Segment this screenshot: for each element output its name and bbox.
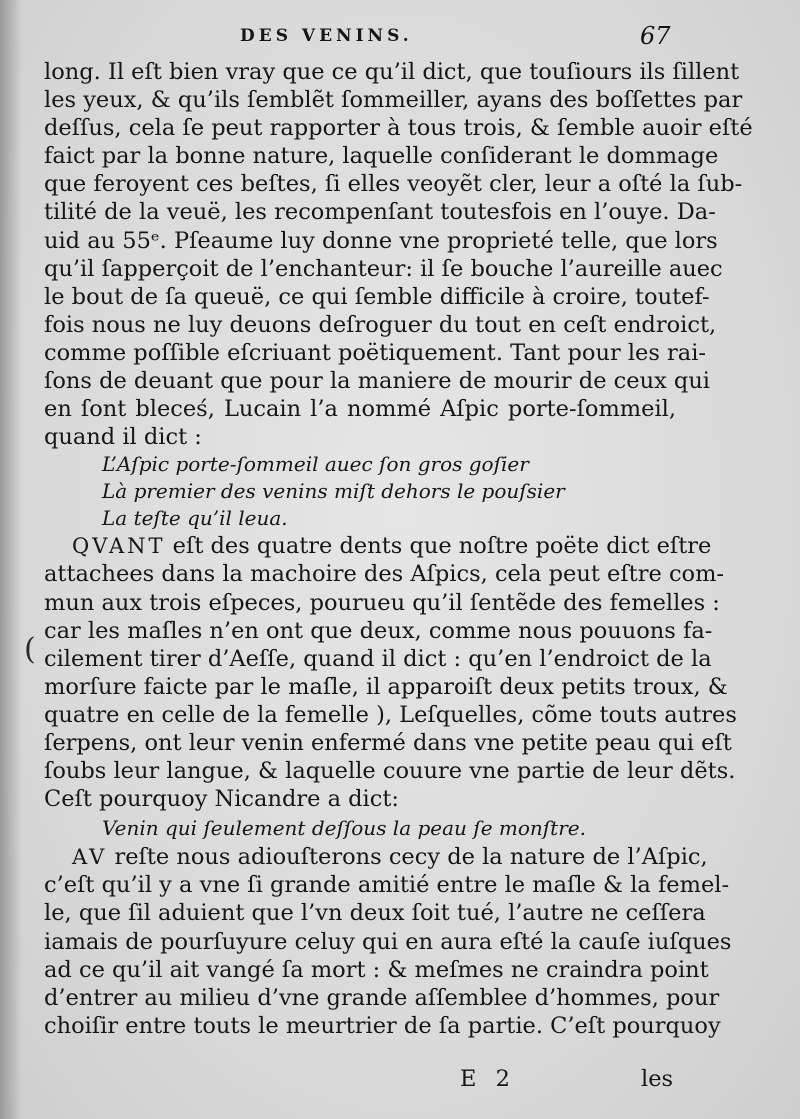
text-line: ſons de deuant que pour la maniere de mourir de ceux qui (44, 368, 711, 395)
text-line: faict par la bonne nature, laquelle conſiderant le dommage (44, 143, 719, 170)
page-number: 67 (640, 22, 671, 50)
text-span: reſte nous adiouſterons cecy de la nature de l’Aſpic, (114, 844, 708, 871)
margin-bracket-mark: ( (24, 632, 36, 667)
text-line: que feroyent ces beſtes, ſi elles veoyẽt cler, leur a oſté la ſub- (44, 171, 743, 198)
paragraph-1 (44, 58, 753, 451)
verse-quote-nicandre: Venin qui ſeulement deſſous la peau ſe monſtre. (102, 816, 586, 841)
text-line: long. Il eſt bien vray que ce qu’il dict, que touſiours ils ſillent (44, 59, 740, 85)
body-text (44, 58, 753, 1040)
text-line: le bout de ſa queuë, ce qui ſemble difficile à croire, toutef- (44, 283, 710, 310)
running-head: DES VENINS. (240, 26, 413, 46)
verse-quote-lucain (44, 451, 676, 532)
text-line: iamais de pourſuyure celuy qui en aura eſté la cauſe iuſques (44, 928, 732, 955)
text-line: ad ce qu’il ait vangé ſa mort : & meſmes ne craindra point (44, 956, 709, 983)
text-span: eſt des quatre dents que noſtre poëte dict eſtre (172, 533, 712, 560)
text-line: d’entrer au milieu d’vne grande aſſemblee d’hommes, pour (44, 984, 720, 1011)
text-line: quatre en celle de la femelle ), Leſquelles, cõme touts autres (44, 701, 737, 728)
text-line: comme poſſible eſcriuant poëtiquement. Tant pour les rai- (44, 339, 707, 366)
text-line: deſſus, cela ſe peut rapporter à tous trois, & ſemble auoir eſté (44, 115, 753, 142)
verse-line: Là premier des venins miſt dehors le pouſsier (102, 479, 565, 504)
text-line: ſerpens, ont leur venin enfermé dans vne petite peau qui eſt (44, 729, 732, 756)
signature-mark: E 2 (460, 1066, 516, 1092)
text-line: uid au 55ᵉ. Pſeaume luy donne vne proprieté telle, que lors (44, 227, 718, 254)
text-line: attachees dans la machoire des Aſpics, cela peut eſtre com- (44, 561, 725, 588)
text-line (44, 532, 712, 560)
text-line: choiſir entre touts le meurtrier de ſa partie. C’eſt pourquoy (44, 1012, 721, 1039)
text-line (44, 843, 708, 871)
catchword: les (641, 1066, 674, 1092)
verse-line: La teſte qu’il leua. (102, 506, 288, 531)
text-line: les yeux, & qu’ils ſemblẽt ſommeiller, ayans des boſſettes par (44, 87, 743, 114)
text-line: fois nous ne luy deuons deſroguer du tout en ceſt endroict, (44, 311, 717, 338)
verse-line: L’Aſpic porte-ſommeil auec ſon gros goſier (102, 452, 529, 477)
text-line: ſoubs leur langue, & laquelle couure vne partie de leur dẽts. (44, 758, 736, 785)
lead-word: QVANT (72, 534, 166, 559)
paragraph-3 (44, 843, 732, 1040)
text-line: quand il dict : (44, 424, 202, 451)
text-line: c’eſt qu’il y a vne ſi grande amitié entre le maſle & la femel- (44, 872, 730, 899)
text-line: en ſont bleceś, Lucain l’a nommé Aſpic porte-ſommeil, (44, 396, 676, 423)
text-line: car les maſles n’en ont que deux, comme nous pouuons fa- (44, 617, 713, 644)
text-line: morſure faicte par le maſle, il apparoiſt deux petits troux, & (44, 673, 728, 700)
text-line: tilité de la veuë, les recompenſant toutesfois en l’ouye. Da- (44, 199, 716, 226)
text-line: Ceſt pourquoy Nicandre a dict: (44, 786, 399, 813)
gutter-shadow (0, 0, 22, 1119)
lead-word: AV (72, 845, 108, 870)
paragraph-2 (44, 532, 737, 813)
text-line: qu’il ſapperçoit de l’enchanteur: il ſe bouche l’aureille auec (44, 255, 723, 282)
text-line: le, que ſil aduient que l’vn deux ſoit tué, l’autre ne ceſſera (44, 900, 706, 927)
text-line: cilement tirer d’Aeſſe, quand il dict : qu’en l’endroict de la (44, 645, 712, 672)
page-footer (0, 1066, 800, 1096)
text-line: mun aux trois eſpeces, pourueu qu’il ſentẽde des femelles : (44, 589, 720, 616)
page-header (0, 22, 800, 50)
